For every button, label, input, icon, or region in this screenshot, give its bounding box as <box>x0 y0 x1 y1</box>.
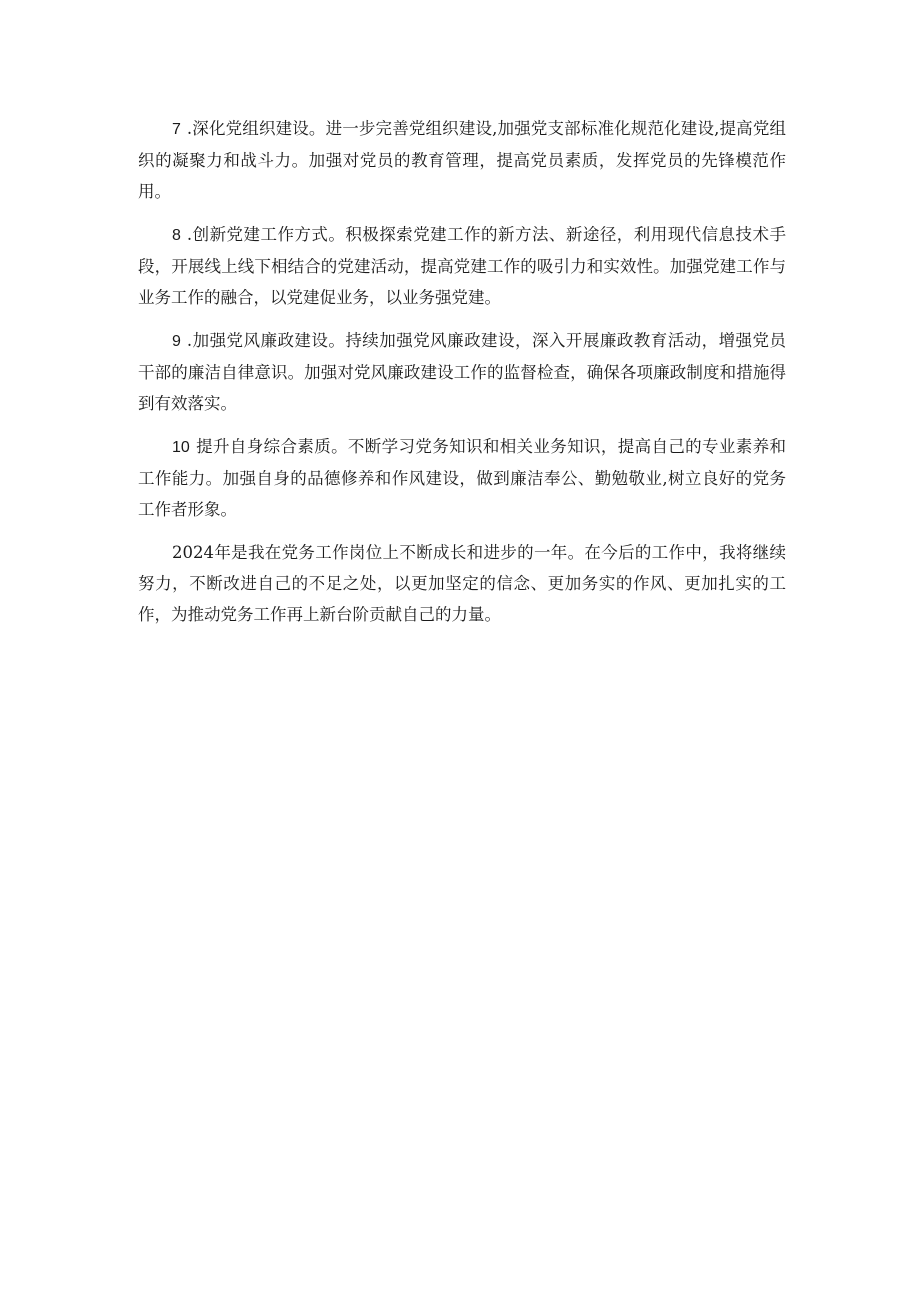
item-number: 10 <box>172 439 190 456</box>
item-number: 8 <box>172 227 181 244</box>
document-body <box>138 113 786 642</box>
item-number: 7 <box>172 121 181 138</box>
paragraph-item-10 <box>138 431 786 525</box>
paragraph-text: .深化党组织建设。进一步完善党组织建设,加强党支部标准化规范化建设,提高党组织的凝聚力和战斗力。加强对党员的教育管理，提高党员素质，发挥党员的先锋模范作用。 <box>138 119 786 201</box>
closing-paragraph: 2024年是我在党务工作岗位上不断成长和进步的一年。在今后的工作中，我将继续努力，不断改进自己的不足之处，以更加坚定的信念、更加务实的作风、更加扎实的工作，为推动党务工作再上新台阶贡献自己的力量。 <box>138 543 786 624</box>
paragraph-item-9 <box>138 325 786 419</box>
item-number: 9 <box>172 333 181 350</box>
paragraph-text: 提升自身综合素质。不断学习党务知识和相关业务知识，提高自己的专业素养和工作能力。加强自身的品德修养和作风建设，做到廉洁奉公、勤勉敬业,树立良好的党务工作者形象。 <box>138 437 786 519</box>
paragraph-text: .加强党风廉政建设。持续加强党风廉政建设，深入开展廉政教育活动，增强党员干部的廉洁自律意识。加强对党风廉政建设工作的监督检查，确保各项廉政制度和措施得到有效落实。 <box>138 331 786 413</box>
paragraph-item-7 <box>138 113 786 207</box>
paragraph-item-8 <box>138 219 786 313</box>
paragraph-text: .创新党建工作方式。积极探索党建工作的新方法、新途径，利用现代信息技术手段，开展线上线下相结合的党建活动，提高党建工作的吸引力和实效性。加强党建工作与业务工作的融合，以党建促业务，以业务强党建。 <box>138 225 786 307</box>
